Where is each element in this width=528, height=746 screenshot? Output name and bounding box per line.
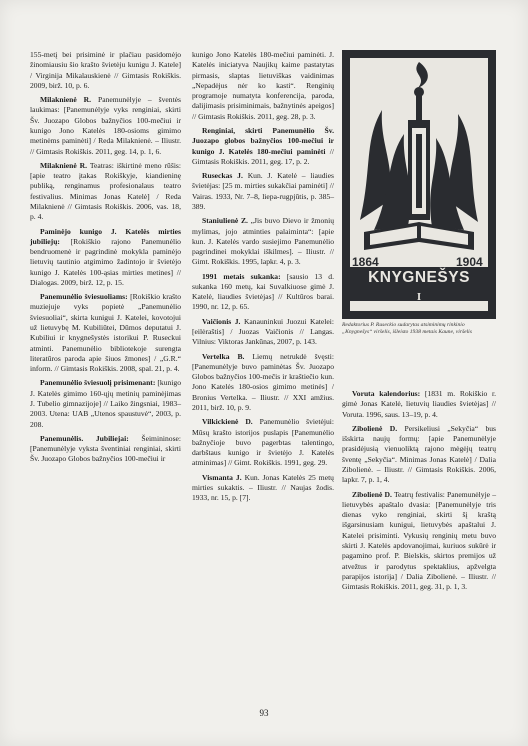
bibliography-entry xyxy=(192,50,334,122)
entry-heading: Voruta kalendorius: xyxy=(352,389,421,398)
entry-heading: Panemunėlio šviesuolį prisimenant: xyxy=(40,378,156,388)
cover-year-left: 1864 xyxy=(352,255,379,269)
bibliography-entry xyxy=(192,126,334,167)
entry-text: 155-metį bei prisiminė ir plačiau pasidomėjo žinomiausiu šio krašto švietėju kunigu J. Katele] / Virginija Mikalauskienė // Gimtasis Rokiškis. 2009, birž. 10, p. 6. xyxy=(30,50,181,90)
bibliography-entry xyxy=(30,378,181,429)
entry-text: Šeimininose: [Panemunėlyje vykstа šventiniai renginiai, skirti Šv. Juozapo Globos bažnyčios 100-mečiui ir xyxy=(30,433,181,464)
entry-heading: Vaičionis J. xyxy=(202,316,241,326)
page-number: 93 xyxy=(259,708,269,718)
bibliography-entry xyxy=(30,292,181,374)
bibliography-entry xyxy=(192,171,334,212)
entry-text: Kun. J. Katelė – liaudies švietėjas: [25 m. mirties sukakčiai paminėti] // Vairas. 1933, Nr. 7–8, liepa-rugpjūtis, p. 385–389. xyxy=(192,171,334,211)
entry-text: [kunigo J. Katelės gimimo 160-ųjų metinių paminėjimas J. Tubelio gimnazijoje] // Laiko žingsniai, 1983–2003. Utena: UAB „Utenos spaustuvė“, 2003, p. 208. xyxy=(30,378,181,429)
entry-heading: Milaknienė R. xyxy=(40,95,92,105)
entry-text: [sausio 13 d. sukanka 160 metų, kai Suvalkiuose gimė J. Katelė, liaudies švietėjas] // Kultūros barai. 1990, nr. 12, p. 65. xyxy=(192,271,334,312)
entry-heading: Vismanta J. xyxy=(202,472,242,482)
entry-heading: Ruseckas J. xyxy=(202,171,243,181)
entry-heading: Vilkickienė D. xyxy=(202,417,253,427)
bibliography-entry xyxy=(30,161,181,223)
entry-heading: Vertelka B. xyxy=(202,351,245,361)
entry-heading: Milaknienė R. xyxy=(40,160,88,170)
entry-heading: Zibolienė D. xyxy=(352,489,392,499)
entry-heading: Renginiai, skirti Panemunėlio Šv. Juozapo globos bažnyčios 100-mečiui ir kunigo J. Katelės 180-mečiui paminėti xyxy=(192,125,334,156)
entry-text: Kun. Jonas Katelės 25 metų mirties sukaktis. – Iliustr. // Naujas žodis. 1933, nr. 15, p. [7]. xyxy=(192,472,334,503)
entry-text: kunigo Jono Katelės 180-mečiui paminėti. J. Katelės iniciatyva Naujikų kaime pastatytas pirmasis, slaptas lietuviškas vaidinimas „Nepadėjus nėr ko kasti“. Renginių programoje numatyta konferencija, paroda, dalijimasis prisiminimais, bažnytinės apeigos] // Gimtasis Rokiškis. 2011, geg. 28, p. 3. xyxy=(192,50,334,121)
bibliography-entry xyxy=(192,272,334,313)
bibliography-entry xyxy=(342,389,496,420)
bibliography-entry xyxy=(30,50,181,91)
bibliography-entry xyxy=(192,417,334,468)
bibliography-column-middle xyxy=(192,50,334,508)
entry-text: [Rokiškio krašto muziejuje vyks popietė „Panemunėlio šviesuoliai“, skirta kunigui J. Katelei, kovotojui už lietuvybę M. Kubiliūtei, Dūmos deputatui J. Kubiliui ir knygnešystės istorikui P. Ruseckui atminti. Panemunėlio bibliotekoje surengta literatūros paroda apie šiuos žmones] / „G.R.“ inform. // Gimtasis Rokiškis. 2008, spal. 21, p. 4. xyxy=(30,292,181,374)
cover-volume-number: I xyxy=(416,291,422,303)
bibliography-entry xyxy=(192,216,334,267)
figure-caption: Redaktorius P. Ruseckio sudarytas atsiminimų rinkinio „Knygnešys“ viršelis, išleisto 1938 metais Kaune, viršelis xyxy=(342,322,472,336)
bibliography-entry xyxy=(342,490,496,593)
entry-text: [1831 m. Rokiškio r. gimė Jonas Katelė, lietuvių liaudies švietėjas] // Voruta. 1996, saus. 13–19, p. 4. xyxy=(342,389,496,419)
entry-heading: Staniulienė Z. xyxy=(202,216,248,226)
entry-text: Teatrų festivalis: Panemunėlyje – lietuvybės apaštalo dvasia: [Panemunėlyje tris dienas vyko renginiai, skirti šį kraštą išgarsinusiam kunigui, lietuvybės apaštalui J. Katelei prisiminti. Vykusių renginių metu buvo skirti J. Katelės apdovanojimai, kuriuos sukūrė ir pagamino prof. P. Bielskis, skirtos premijos už atvežtus ir parodytus spektaklius, apžvelgta parapijos istorija] / Dalia Zibolienė. – Iliustr. // Gimtasis Rokiškis. 2011, geg. 31, p. 1, 3. xyxy=(342,489,496,592)
entry-heading: Panemunėlio šviesuoliams: xyxy=(40,292,128,302)
cover-title: KNYGNEŠYS xyxy=(368,269,470,286)
entry-heading: Paminėjo kunigo J. Katelės mirties jubiliejų: xyxy=(30,226,181,246)
bibliography-entry xyxy=(30,227,181,289)
entry-text: Persikeliusi „Sekyčia“ bus išskirta naujų formų: [apie Panemunėlyje prasidėjusią vienuoliktą rajono mėgėjų teatrų šventę „Sekyčia“. Minimas Jonas Katelė] / Dalia Zibolienė. – Iliustr. // Gimtasis Rokiškis. 2006, lapkr. 7, p. 1, 4. xyxy=(342,423,496,485)
entry-text: [Rokiškio rajono Panemunėlio bendruomenė ir pagrindinė mokykla paminėjo lietuvių tautinio atgimimo žadintojo ir švietėjo kunigo J. Katelės 100-ąsias mirties metines] // Dialogas. 2009, birž. 12, p. 15. xyxy=(30,236,181,287)
bibliography-entry xyxy=(30,95,181,157)
bibliography-column-right xyxy=(342,389,496,596)
entry-text: // Gimtasis Rokiškis. 2011, geg. 17, p. 2. xyxy=(192,146,334,166)
bibliography-column-left xyxy=(30,50,181,469)
bibliography-entry xyxy=(30,434,181,465)
bibliography-entry xyxy=(192,473,334,504)
entry-heading: Panemunėlis. Jubiliejai: xyxy=(40,433,129,443)
entry-heading: 1991 metais sukanka: xyxy=(202,271,281,281)
bibliography-entry xyxy=(342,424,496,486)
entry-text: „Jis buvo Dievo ir žmonių mylimas, jojo atminties palaiminta“: [apie kun. J. Katelės vardo susiejimo Panemunėlio pagrindinei mokyklai iškilmes]. – Iliustr. // Gimt. Rokiškis. 1995, lapkr. 4, p. 3. xyxy=(192,216,334,267)
bibliography-entry xyxy=(192,317,334,348)
entry-heading: Zibolienė D. xyxy=(352,423,398,433)
entry-text: Panemunėlyje – šventės laukimas: [Panemunėlyje vyks renginiai, skirti Šv. Juozapo Globos bažnyčios 100-mečiui ir kunigo Jono Katelės 180-osioms gimimo metinėms paminėti] / Reda Milaknienė. – Iliustr. // Gimtasis Rokiškis. 2011, geg. 14, p. 1, 6. xyxy=(30,95,181,156)
bibliography-entry xyxy=(192,352,334,414)
entry-text: Liemų netrukdė švęsti: [Panemunėlyje buvo paminėtas Šv. Juozapo Globos bažnyčios 100-mečis ir kraštiečio kun. Jono Katelės 180-osios gimimo metinės] / Bronius Vertelka. – Iliustr. // XXI amžius. 2011, birž. 10, p. 9. xyxy=(192,351,335,412)
entry-text: Teatras: iškirtinė meno rūšis: [apie teatro įtakas Rokiškyje, kiandieninę publiką, renginamus profesionalaus teatro festivalius. Minimas Jonas Katelė] / Reda Milaknienė // Gimtasis Rokiškis. 2006, vas. 18, p. 4. xyxy=(30,160,181,222)
entry-text: Panemunėlio švietėjui: Mūsų krašto istorijos puslapis [Panemunėlio bažnyčioje buvo pagerbtas talentingo, darbštaus kunigo ir švietėjo J. Katelės atminimas] // Gimt. Rokiškis. 1991, geg. 29. xyxy=(192,417,334,468)
cover-year-right: 1904 xyxy=(456,255,483,269)
entry-text: Kanauninkui Juozui Katelei: [eilėraštis] / Juozas Vaičionis // Langas. Vilnius: Viktoras Jankūnas, 2007, p. 143. xyxy=(192,316,334,347)
